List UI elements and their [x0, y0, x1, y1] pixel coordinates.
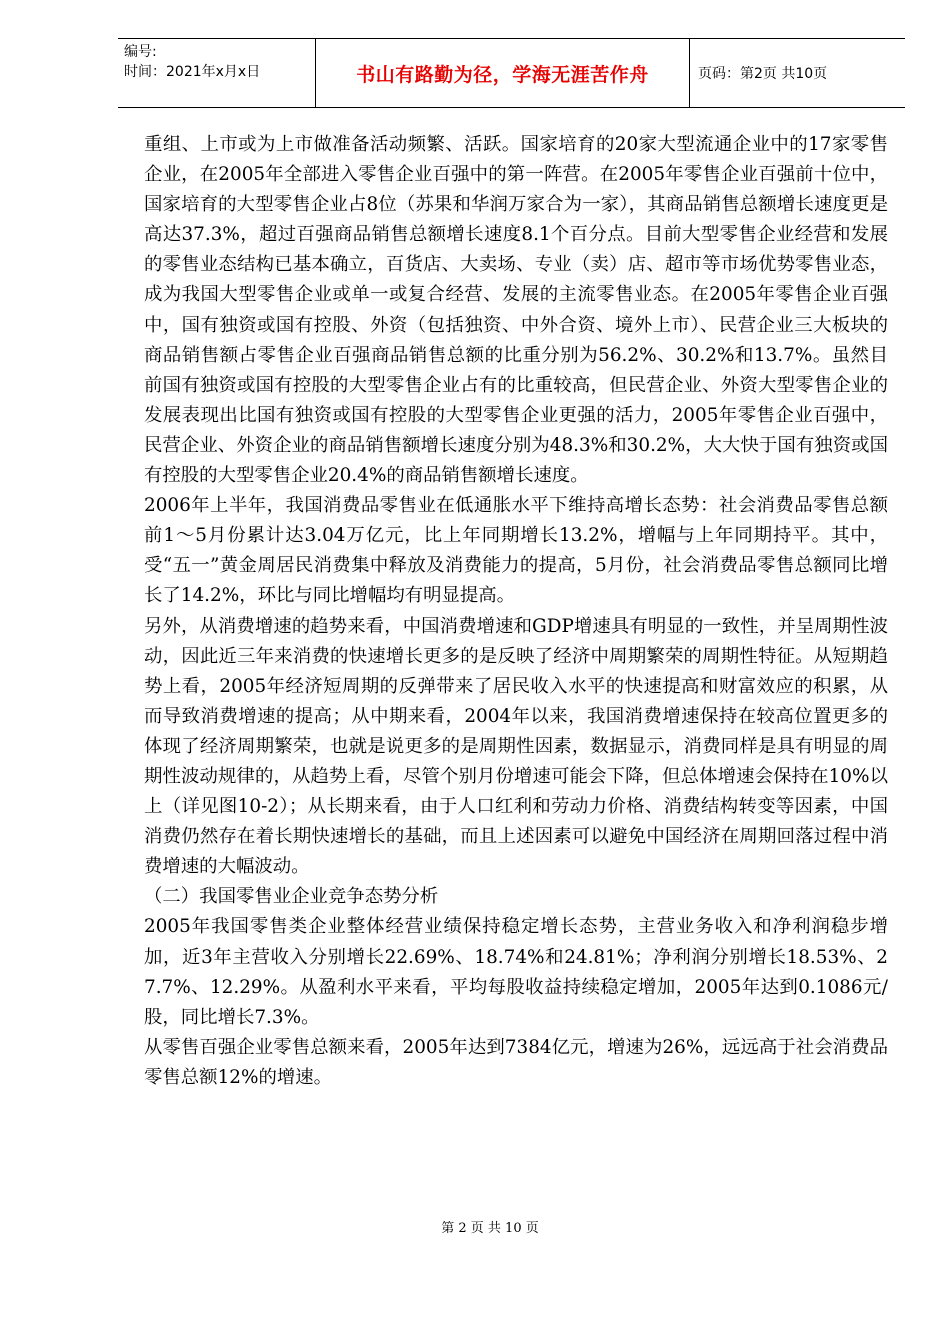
- section-heading: （二）我国零售业企业竞争态势分析: [144, 886, 439, 908]
- paragraph: 2006年上半年，我国消费品零售业在低通胀水平下维持高增长态势：社会消费品零售总额前1～5月份累计达3.04万亿元，比上年同期增长13.2%，增幅与上年同期持平。其中，受“五一”黄金周居民消费集中释放及消费能力的提高，5月份，社会消费品零售总额同比增长了14.2%，环比与同比增幅均有明显提高。: [144, 495, 888, 607]
- page-header: [118, 38, 905, 108]
- header-motto: 书山有路勤为径，学海无涯苦作舟: [315, 39, 690, 107]
- serial-number-label: 编号:: [124, 44, 157, 60]
- paragraph: 重组、上市或为上市做准备活动频繁、活跃。国家培育的20家大型流通企业中的17家零售企业，在2005年全部进入零售企业百强中的第一阵营。在2005年零售企业百强前十位中，国家培育的大型零售企业占8位（苏果和华润万家合为一家），其商品销售总额增长速度更是高达37.3%，超过百强商品销售总额增长速度8.1个百分点。目前大型零售企业经营和发展的零售业态结构已基本确立，百货店、大卖场、专业（卖）店、超市等市场优势零售业态，成为我国大型零售企业或单一或复合经营、发展的主流零售业态。在2005年零售企业百强中，国有独资或国有控股、外资（包括独资、中外合资、境外上市）、民营企业三大板块的商品销售额占零售企业百强商品销售总额的比重分别为56.2%、30.2%和13.7%。虽然目前国有独资或国有控股的大型零售企业占有的比重较高，但民营企业、外资大型零售企业的发展表现出比国有独资或国有控股的大型零售企业更强的活力，2005年零售企业百强中，民营企业、外资企业的商品销售额增长速度分别为48.3%和30.2%，大大快于国有独资或国有控股的大型零售企业20.4%的商品销售额增长速度。: [144, 134, 888, 487]
- document-body: [144, 130, 888, 1093]
- paragraph: 从零售百强企业零售总额来看，2005年达到7384亿元，增速为26%，远远高于社会消费品零售总额12%的增速。: [144, 1036, 888, 1088]
- header-page-number: 页码：第2页 共10页: [698, 66, 828, 82]
- header-meta: [118, 39, 315, 107]
- time-label: 时间：2021年x月x日: [124, 64, 261, 80]
- page-footer: 第 2 页 共 10 页: [441, 1221, 539, 1236]
- paragraph: 2005年我国零售类企业整体经营业绩保持稳定增长态势，主营业务收入和净利润稳步增加，近3年主营收入分别增长22.69%、18.74%和24.81%；净利润分别增长18.53%、27.7%、12.29%。从盈利水平来看，平均每股收益持续稳定增加，2005年达到0.1086元/股，同比增长7.3%。: [144, 916, 888, 1028]
- paragraph: 另外，从消费增速的趋势来看，中国消费增速和GDP增速具有明显的一致性，并呈周期性波动，因此近三年来消费的快速增长更多的是反映了经济中周期繁荣的周期性特征。从短期趋势上看，2005年经济短周期的反弹带来了居民收入水平的快速提高和财富效应的积累，从而导致消费增速的提高；从中期来看，2004年以来，我国消费增速保持在较高位置更多的体现了经济周期繁荣，也就是说更多的是周期性因素，数据显示，消费同样是具有明显的周期性波动规律的，从趋势上看，尽管个别月份增速可能会下降，但总体增速会保持在10%以上（详见图10-2）；从长期来看，由于人口红利和劳动力价格、消费结构转变等因素，中国消费仍然存在着长期快速增长的基础，而且上述因素可以避免中国经济在周期回落过程中消费增速的大幅波动。: [144, 615, 888, 878]
